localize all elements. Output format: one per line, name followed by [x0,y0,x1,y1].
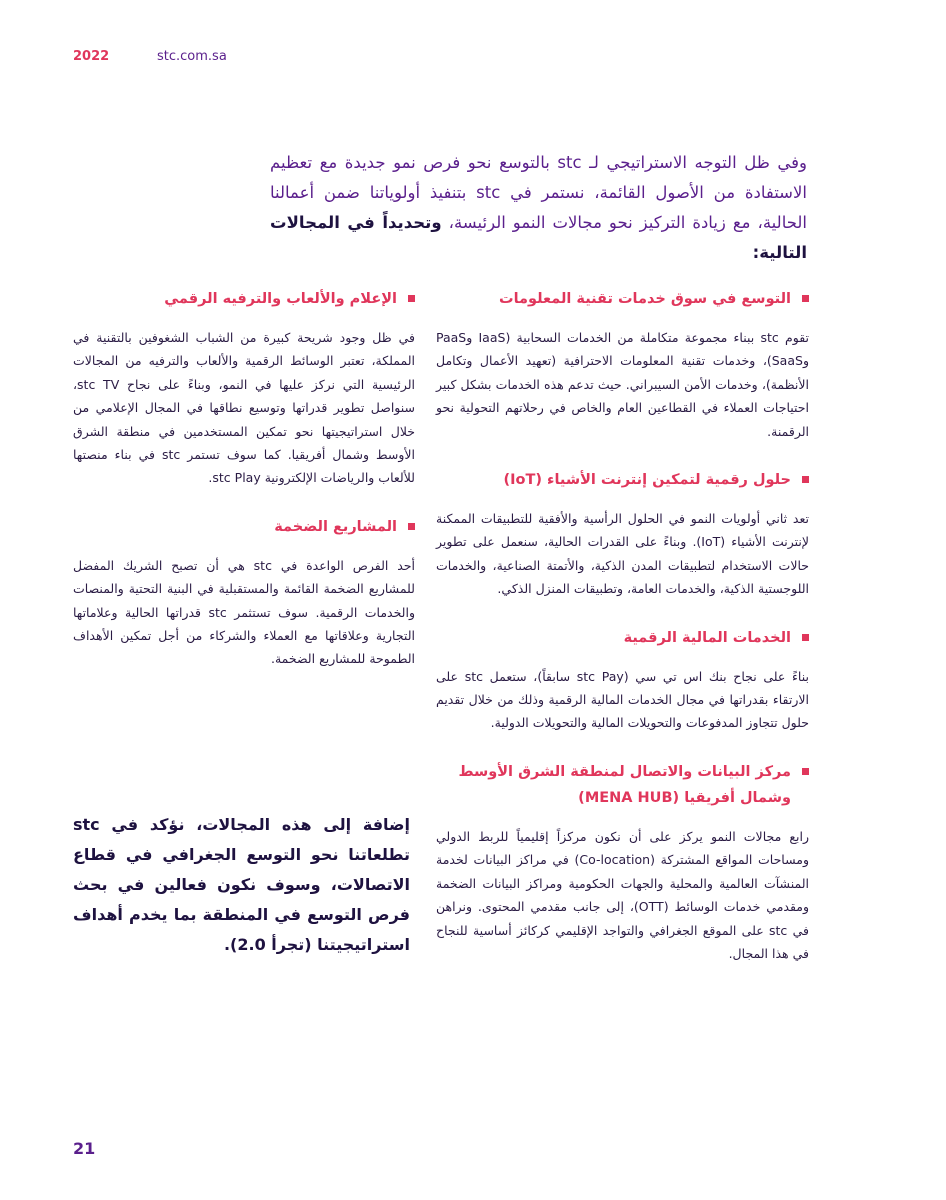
report-year: 2022 [73,49,110,64]
section-body: رابع مجالات النمو يركز على أن نكون مركزاً إقليمياً للربط الدولي ومساحات المواقع المشتركة (Co-location) في مراكز البيانات لخدمة المنشآت العالمية والمحلية والجهات الحكومية ومراكز البيانات الضخمة ومقدمي خدمات الوسائط (OTT)، إلى جانب مقدمي المحتوى. ونراهن في stc على الموقع الجغرافي والتواجد الإقليمي كركائز أساسية للنجاح في هذا المجال. [436,828,810,961]
intro-text: وفي ظل التوجه الاستراتيجي لـ stc بالتوسع نحو فرص نمو جديدة مع تعظيم الاستفادة من الأصول القائمة، نستمر في stc بتنفيذ أولوياتنا ضمن أعمالنا الحالية، مع زيادة التركيز نحو مجالات النمو الرئيسة، [270,153,807,232]
section-heading: التوسع في سوق خدمات تقنية المعلومات [499,291,791,307]
square-bullet-icon [802,295,809,302]
intro-emphasis: وتحديداً في المجالات التالية: [270,213,807,262]
page-number: 21 [73,1139,96,1158]
section-mena-hub [436,759,809,965]
section-fintech [436,625,809,735]
section-body: بناءً على نجاح بنك اس تي سي (stc Pay سابقاً)، ستعمل stc على الارتقاء بقدراتها في مجال الخدمات المالية الرقمية وذلك من خلال تقديم حلول تتجاوز المدفوعات والتحويلات المالية والتحويلات الدولية. [436,668,809,731]
section-heading: مركز البيانات والاتصال لمنطقة الشرق الأوسط وشمال أفريقيا (MENA HUB) [458,763,791,806]
section-media-gaming [73,286,415,490]
section-heading: الإعلام والألعاب والترفيه الرقمي [164,291,397,307]
right-column [436,286,809,965]
square-bullet-icon [802,634,809,641]
website-link[interactable]: stc.com.sa [157,49,227,64]
section-heading: حلول رقمية لتمكين إنترنت الأشياء (IoT) [503,472,791,489]
square-bullet-icon [802,768,809,775]
intro-paragraph [270,148,807,268]
closing-statement: إضافة إلى هذه المجالات، نؤكد في stc تطلعاتنا نحو التوسع الجغرافي في قطاع الاتصالات، وسوف نكون فعالين في بحث فرص التوسع في المنطقة بما يخدم أهداف استراتيجيتنا (تجرأ 2.0). [73,815,410,954]
left-column [73,286,415,671]
square-bullet-icon [408,523,415,530]
section-body: تقوم stc ببناء مجموعة متكاملة من الخدمات السحابية (IaaS وPaaS وSaaS)، وخدمات تقنية المعلومات الاحترافية (تعهيد الأعمال وتكامل الأنظمة)، وخدمات الأمن السيبراني. حيث تدعم هذه الخدمات بشكل كبير احتياجات العملاء في القطاعين العام والخاص في رحلاتهم التحولية نحو الرقمنة. [436,330,809,439]
section-iot [436,467,809,601]
square-bullet-icon [408,295,415,302]
section-body: أحد الفرص الواعدة في stc هي أن تصبح الشريك المفضل للمشاريع الضخمة القائمة والمستقبلية في البنية التحتية والمنصات والخدمات الرقمية. سوف تستثمر stc قدراتها الحالية وعلاماتها التجارية وعلاقاتها مع العملاء والشركاء من أجل تمكين الأهداف الطموحة للمشاريع الضخمة. [73,557,416,667]
section-heading: الخدمات المالية الرقمية [623,629,791,646]
square-bullet-icon [802,476,809,483]
section-body: في ظل وجود شريحة كبيرة من الشباب الشغوفين بالتقنية في المملكة، تعتبر الوسائط الرقمية والألعاب والترفيه من المجالات الرئيسية التي نركز عليها في النمو، وبناءً على نجاح stc TV، سنواصل تطوير قدراتها وتوسيع نطاقها في المجال الإعلامي من خلال استراتيجيتها نحو تمكين المستخدمين في منطقة الشرق الأوسط وشمال أفريقيا. كما سوف تستمر stc في بناء منصتها للألعاب والرياضات الإلكترونية stc Play. [73,330,416,486]
section-mega-projects [73,514,415,671]
section-body: تعد ثاني أولويات النمو في الحلول الرأسية والأفقية للتطبيقات الممكنة لإنترنت الأشياء (IoT). وبناءً على القدرات الحالية، سنعمل على تطوير حالات الاستخدام لتطبيقات المدن الذكية، والأتمتة الصناعية، والخدمات اللوجستية الذكية، والخدمات العامة، وتطبيقات المنزل الذكي. [436,511,810,597]
section-it-services [436,286,809,443]
section-heading: المشاريع الضخمة [274,518,397,535]
